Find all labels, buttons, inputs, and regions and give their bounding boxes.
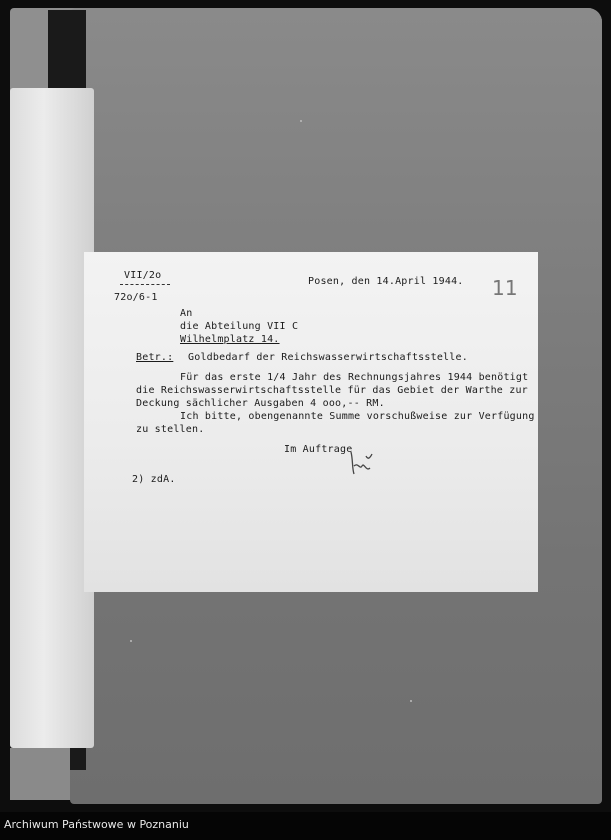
paper-strip xyxy=(10,88,94,748)
body-line: Ich bitte, obengenannte Summe vorschußweise zur Verfügung xyxy=(180,411,535,422)
body-line: Für das erste 1/4 Jahr des Rechnungsjahres 1944 benötigt xyxy=(180,372,529,383)
dust-speck xyxy=(130,640,132,642)
body-line: Deckung sächlicher Ausgaben 4 ooo,-- RM. xyxy=(136,398,385,409)
file-number: 72o/6-1 xyxy=(114,292,158,303)
dust-speck xyxy=(300,120,302,122)
reference-underline xyxy=(120,284,170,285)
recipient-department: die Abteilung VII C xyxy=(180,321,299,332)
reference-number: VII/2o xyxy=(124,270,162,281)
strip-bottom xyxy=(10,748,70,800)
closing-text: Im Auftrage xyxy=(284,444,353,455)
recipient-address: Wilhelmplatz 14. xyxy=(180,334,280,345)
filing-note: 2) zdA. xyxy=(132,474,176,485)
body-line: die Reichswasserwirtschaftsstelle für das Gebiet der Warthe zur xyxy=(136,385,528,396)
body-line: zu stellen. xyxy=(136,424,205,435)
archive-name: Archiwum Państwowe w Poznaniu xyxy=(4,818,189,831)
subject-text: Goldbedarf der Reichswasserwirtschaftsstelle. xyxy=(188,352,468,363)
place-date: Posen, den 14.April 1944. xyxy=(308,276,464,287)
recipient-to: An xyxy=(180,308,193,319)
handwritten-signature xyxy=(348,448,374,478)
subject-label: Betr.: xyxy=(136,352,174,363)
folio-number: 11 xyxy=(492,276,518,300)
dust-speck xyxy=(410,700,412,702)
document-card xyxy=(84,252,538,592)
